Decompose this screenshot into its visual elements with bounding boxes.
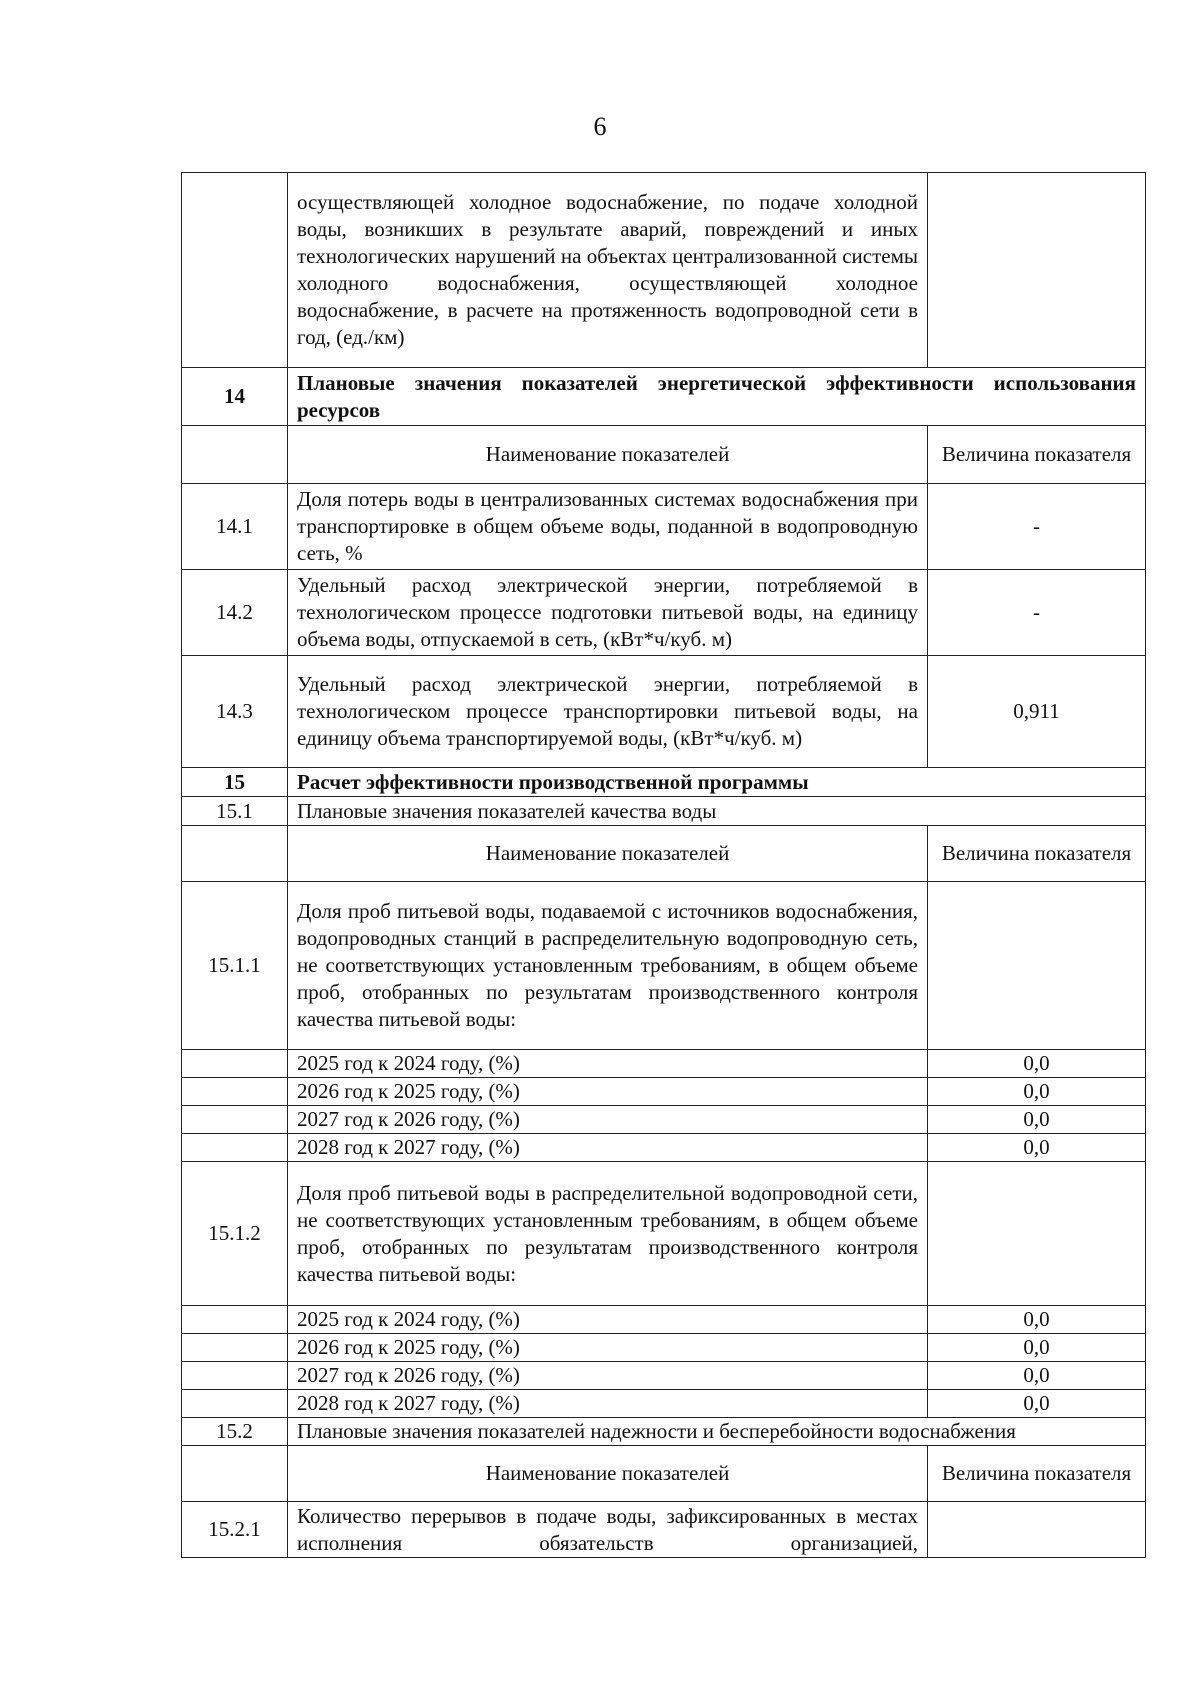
year-row xyxy=(182,1106,1146,1134)
section-number: 15 xyxy=(182,768,288,797)
indicator-value-cell xyxy=(928,1502,1146,1558)
table-row xyxy=(182,1502,1146,1558)
table-row xyxy=(182,656,1146,768)
indicator-value-cell: - xyxy=(928,570,1146,656)
column-header-value: Величина показателя xyxy=(928,826,1146,882)
row-number-cell xyxy=(182,1106,288,1134)
year-value: 0,0 xyxy=(928,1390,1146,1418)
year-label: 2027 год к 2026 году, (%) xyxy=(288,1106,928,1134)
subsection-title: Плановые значения показателей качества воды xyxy=(288,797,1146,826)
year-value: 0,0 xyxy=(928,1078,1146,1106)
indicator-value-cell xyxy=(928,1162,1146,1306)
row-number-cell xyxy=(182,1306,288,1334)
indicator-name-cell: Доля проб питьевой воды, подаваемой с источников водоснабжения, водопроводных станций в распределительную водопроводную сеть, не соответствующих установленным требованиям, в общем объеме проб, отобранных по результатам производственного контроля качества питьевой воды: xyxy=(288,882,928,1050)
row-number-cell: 15.1.1 xyxy=(182,882,288,1050)
row-number-cell xyxy=(182,1362,288,1390)
subsection-number: 15.2 xyxy=(182,1418,288,1446)
year-row xyxy=(182,1050,1146,1078)
table-row xyxy=(182,882,1146,1050)
page-number: 6 xyxy=(593,112,607,141)
row-number-cell: 14.2 xyxy=(182,570,288,656)
row-number-cell xyxy=(182,1134,288,1162)
column-header-name: Наименование показателей xyxy=(288,1446,928,1502)
year-label: 2028 год к 2027 году, (%) xyxy=(288,1390,928,1418)
indicator-name-cell: Количество перерывов в подаче воды, зафиксированных в местах исполнения обязательств организацией, xyxy=(288,1502,928,1558)
section-row xyxy=(182,768,1146,797)
header-row xyxy=(182,1446,1146,1502)
year-row xyxy=(182,1362,1146,1390)
table-row xyxy=(182,484,1146,570)
indicator-name-cell: Доля проб питьевой воды в распределительной водопроводной сети, не соответствующих установленным требованиям, в общем объеме проб, отобранных по результатам производственного контроля качества питьевой воды: xyxy=(288,1162,928,1306)
row-number-cell: 14.1 xyxy=(182,484,288,570)
row-number-cell xyxy=(182,826,288,882)
year-value: 0,0 xyxy=(928,1106,1146,1134)
indicator-name-cell: Удельный расход электрической энергии, потребляемой в технологическом процессе транспортировки питьевой воды, на единицу объема транспортируемой воды, (кВт*ч/куб. м) xyxy=(288,656,928,768)
row-number-cell xyxy=(182,1334,288,1362)
header-row xyxy=(182,826,1146,882)
row-number-cell xyxy=(182,1446,288,1502)
row-number-cell: 15.1.2 xyxy=(182,1162,288,1306)
section-title: Расчет эффективности производственной программы xyxy=(288,768,1146,797)
year-value: 0,0 xyxy=(928,1050,1146,1078)
year-value: 0,0 xyxy=(928,1362,1146,1390)
indicator-value-cell: - xyxy=(928,484,1146,570)
table-row xyxy=(182,570,1146,656)
subsection-row xyxy=(182,797,1146,826)
row-number-cell xyxy=(182,1078,288,1106)
year-row xyxy=(182,1078,1146,1106)
year-label: 2025 год к 2024 году, (%) xyxy=(288,1306,928,1334)
year-row xyxy=(182,1134,1146,1162)
year-label: 2026 год к 2025 году, (%) xyxy=(288,1078,928,1106)
indicators-table xyxy=(181,172,1146,1558)
row-number-cell: 14.3 xyxy=(182,656,288,768)
table-row xyxy=(182,173,1146,368)
year-label: 2028 год к 2027 году, (%) xyxy=(288,1134,928,1162)
indicator-name-cell: осуществляющей холодное водоснабжение, по подаче холодной воды, возникших в результате аварий, повреждений и иных технологических нарушений на объектах централизованной системы холодного водоснабжения, осуществляющей холодное водоснабжение, в расчете на протяженность водопроводной сети в год, (ед./км) xyxy=(288,173,928,368)
table-row xyxy=(182,1162,1146,1306)
row-number-cell: 15.2.1 xyxy=(182,1502,288,1558)
section-title: Плановые значения показателей энергетической эффективности использования ресурсов xyxy=(288,368,1146,426)
header-row xyxy=(182,426,1146,484)
year-value: 0,0 xyxy=(928,1134,1146,1162)
row-number-cell xyxy=(182,1390,288,1418)
column-header-value: Величина показателя xyxy=(928,426,1146,484)
year-row xyxy=(182,1334,1146,1362)
indicator-value-cell xyxy=(928,882,1146,1050)
column-header-value: Величина показателя xyxy=(928,1446,1146,1502)
column-header-name: Наименование показателей xyxy=(288,426,928,484)
year-value: 0,0 xyxy=(928,1334,1146,1362)
year-label: 2025 год к 2024 году, (%) xyxy=(288,1050,928,1078)
subsection-title: Плановые значения показателей надежности и бесперебойности водоснабжения xyxy=(288,1418,1146,1446)
year-row xyxy=(182,1306,1146,1334)
subsection-number: 15.1 xyxy=(182,797,288,826)
indicator-value-cell xyxy=(928,173,1146,368)
row-number-cell xyxy=(182,1050,288,1078)
year-label: 2026 год к 2025 году, (%) xyxy=(288,1334,928,1362)
section-number: 14 xyxy=(182,368,288,426)
row-number-cell xyxy=(182,426,288,484)
year-row xyxy=(182,1390,1146,1418)
year-value: 0,0 xyxy=(928,1306,1146,1334)
subsection-row xyxy=(182,1418,1146,1446)
year-label: 2027 год к 2026 году, (%) xyxy=(288,1362,928,1390)
row-number-cell xyxy=(182,173,288,368)
indicator-name-cell: Доля потерь воды в централизованных системах водоснабжения при транспортировке в общем объеме воды, поданной в водопроводную сеть, % xyxy=(288,484,928,570)
column-header-name: Наименование показателей xyxy=(288,826,928,882)
indicator-name-cell: Удельный расход электрической энергии, потребляемой в технологическом процессе подготовки питьевой воды, на единицу объема воды, отпускаемой в сеть, (кВт*ч/куб. м) xyxy=(288,570,928,656)
section-row xyxy=(182,368,1146,426)
indicator-value-cell: 0,911 xyxy=(928,656,1146,768)
